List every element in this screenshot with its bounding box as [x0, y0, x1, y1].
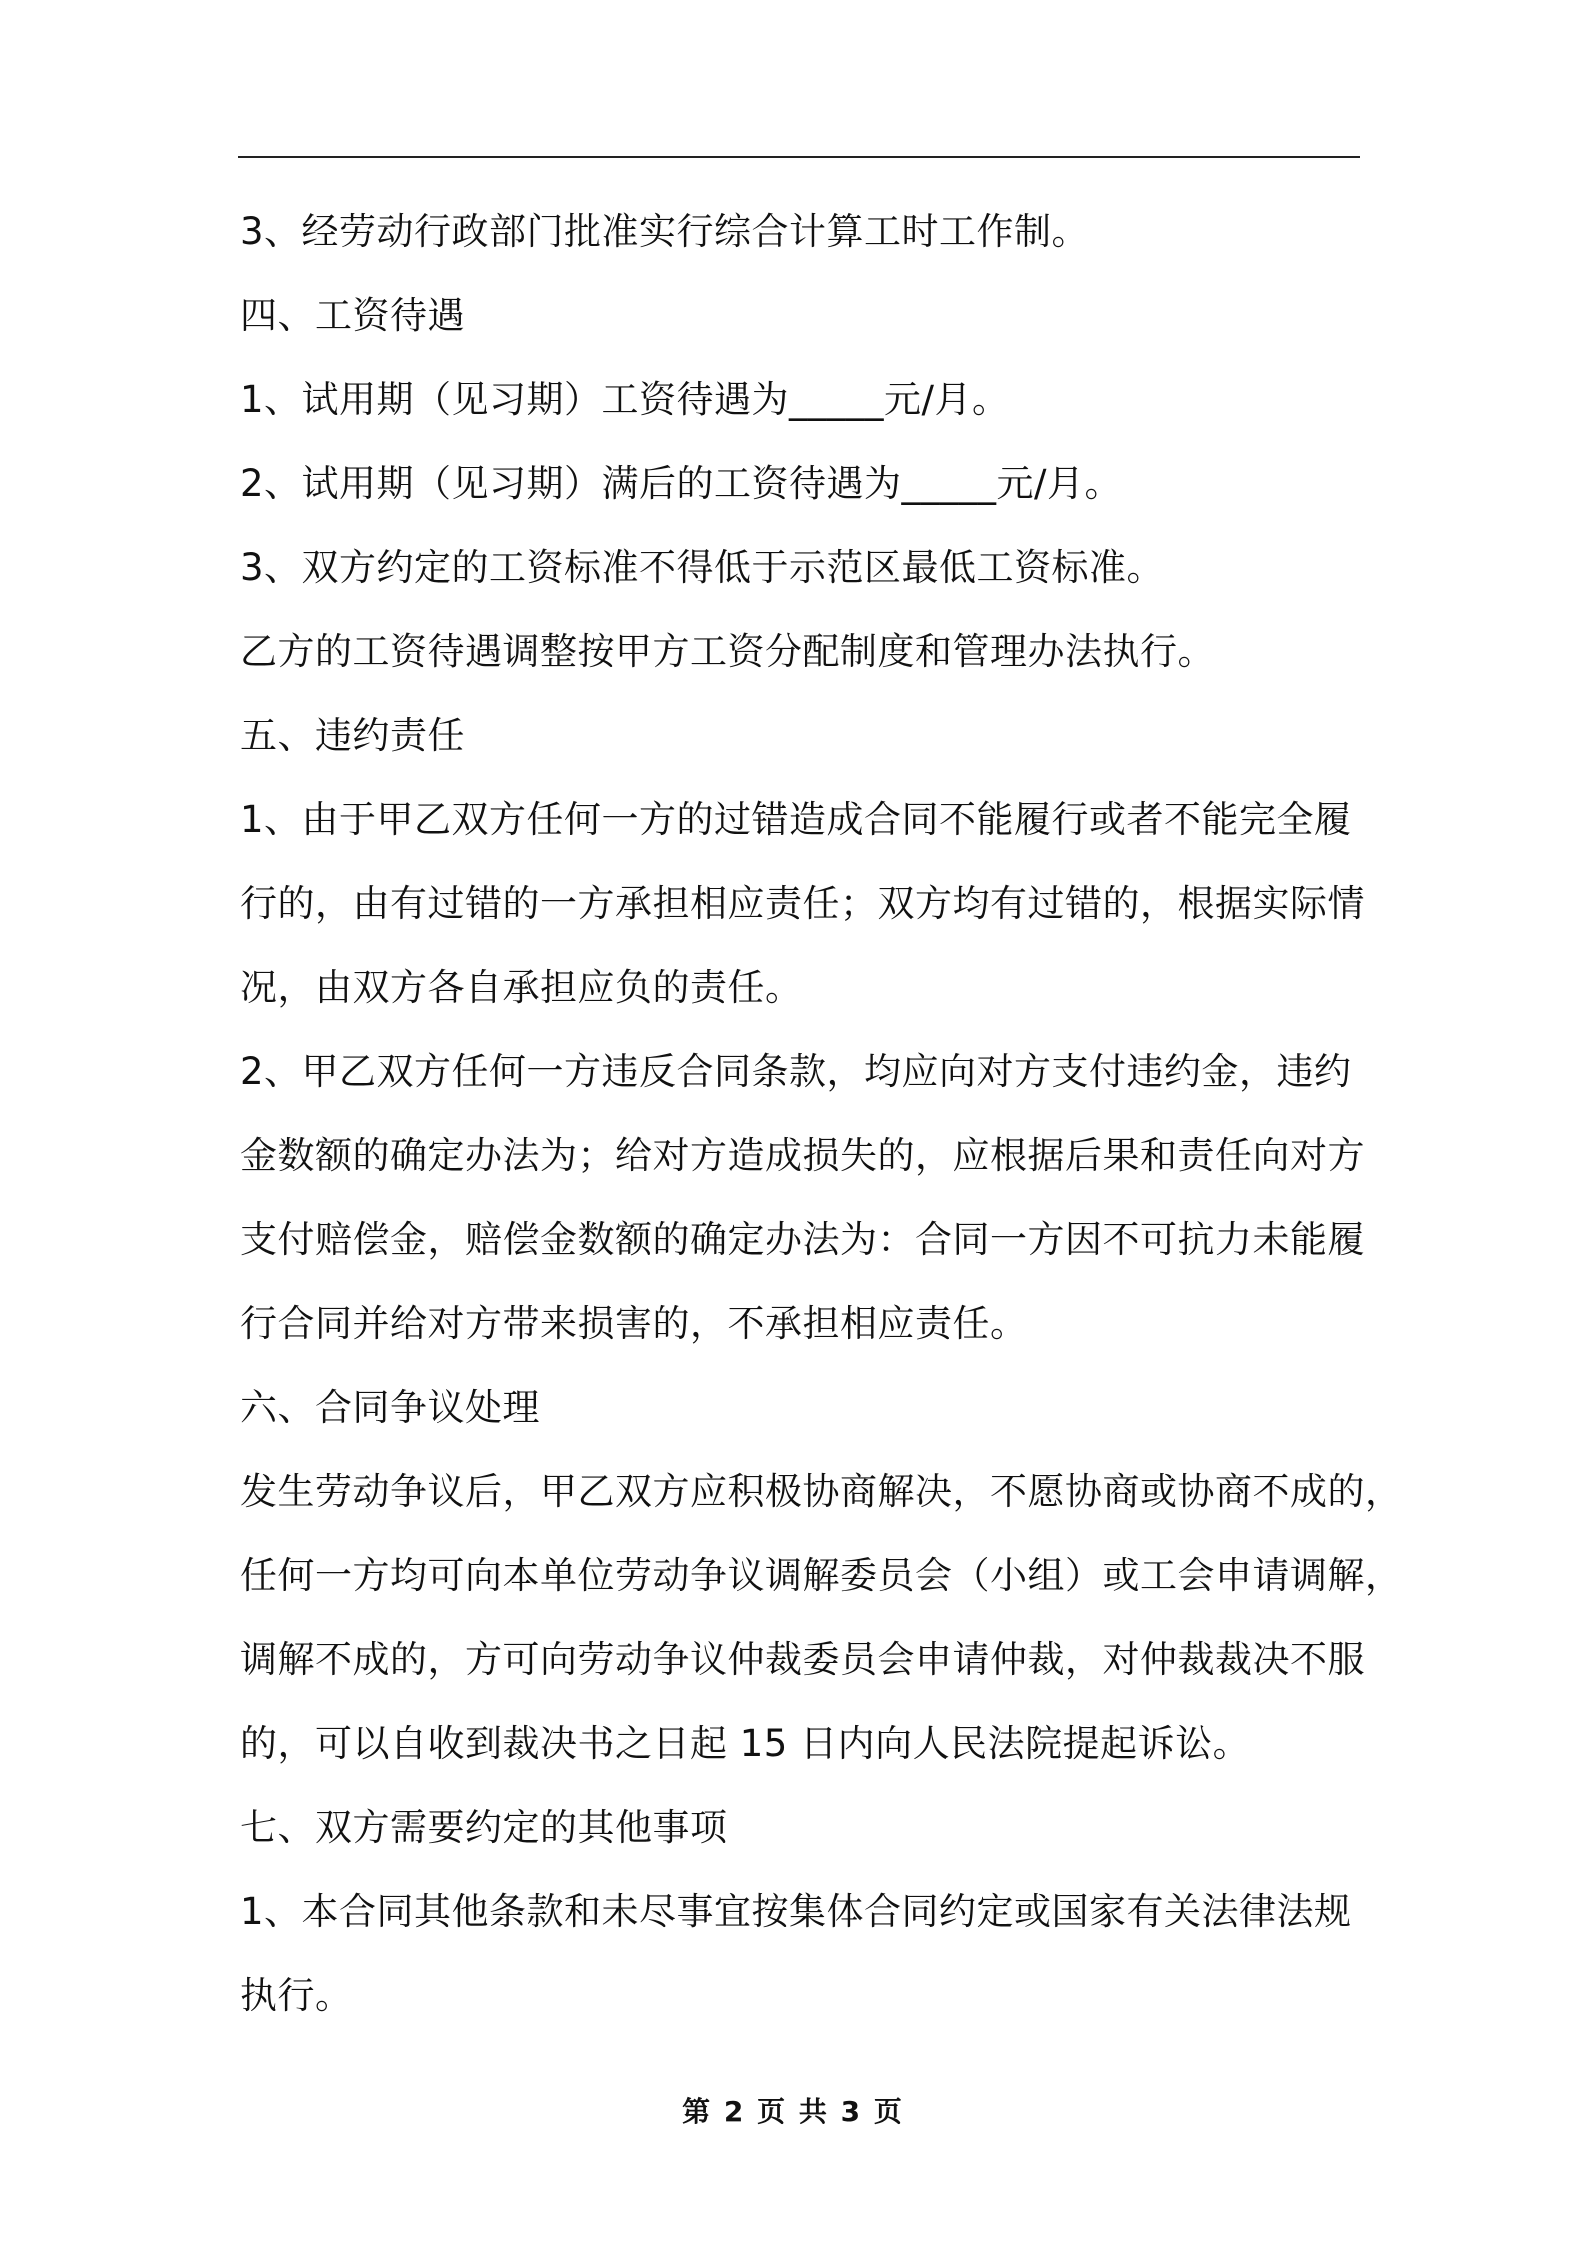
section-heading-wages: 四、工资待遇 [240, 294, 465, 337]
clause-2-penalty-line-4: 行合同并给对方带来损害的，不承担相应责任。 [240, 1302, 1028, 1345]
header-divider [238, 156, 1360, 158]
clause-2-penalty-line-3: 支付赔偿金，赔偿金数额的确定办法为：合同一方因不可抗力未能履 [240, 1218, 1365, 1261]
section-heading-liability: 五、违约责任 [240, 714, 465, 757]
clause-1-other-line-2: 执行。 [240, 1974, 353, 2017]
section-heading-other-matters: 七、双方需要约定的其他事项 [240, 1806, 728, 1849]
clause-1-other-line-1: 1、本合同其他条款和未尽事宜按集体合同约定或国家有关法律法规 [240, 1890, 1352, 1933]
clause-1-fault-line-2: 行的，由有过错的一方承担相应责任；双方均有过错的，根据实际情 [240, 882, 1365, 925]
document-body [240, 190, 1403, 2038]
clause-3-working-hours: 3、经劳动行政部门批准实行综合计算工时工作制。 [240, 210, 1090, 253]
clause-1-probation-wage: 1、试用期（见习期）工资待遇为_____元/月。 [240, 378, 1010, 421]
paragraph-disputes-line-4: 的，可以自收到裁决书之日起 15 日内向人民法院提起诉讼。 [240, 1722, 1251, 1765]
clause-2-penalty-line-2: 金数额的确定办法为；给对方造成损失的，应根据后果和责任向对方 [240, 1134, 1365, 1177]
paragraph-disputes-line-3: 调解不成的，方可向劳动争议仲裁委员会申请仲裁，对仲裁裁决不服 [240, 1638, 1365, 1681]
clause-1-fault-line-1: 1、由于甲乙双方任何一方的过错造成合同不能履行或者不能完全履 [240, 798, 1352, 841]
clause-1-fault-line-3: 况，由双方各自承担应负的责任。 [240, 966, 803, 1009]
clause-2-post-probation-wage: 2、试用期（见习期）满后的工资待遇为_____元/月。 [240, 462, 1123, 505]
clause-3-minimum-wage: 3、双方约定的工资标准不得低于示范区最低工资标准。 [240, 546, 1165, 589]
paragraph-wage-adjustment: 乙方的工资待遇调整按甲方工资分配制度和管理办法执行。 [240, 630, 1215, 673]
paragraph-disputes-line-1: 发生劳动争议后，甲乙双方应积极协商解决，不愿协商或协商不成的， [240, 1470, 1403, 1513]
paragraph-disputes-line-2: 任何一方均可向本单位劳动争议调解委员会（小组）或工会申请调解， [240, 1554, 1403, 1597]
clause-2-penalty-line-1: 2、甲乙双方任何一方违反合同条款，均应向对方支付违约金，违约 [240, 1050, 1352, 1093]
page-number: 第 2 页 共 3 页 [682, 2095, 904, 2128]
section-heading-disputes: 六、合同争议处理 [240, 1386, 540, 1429]
